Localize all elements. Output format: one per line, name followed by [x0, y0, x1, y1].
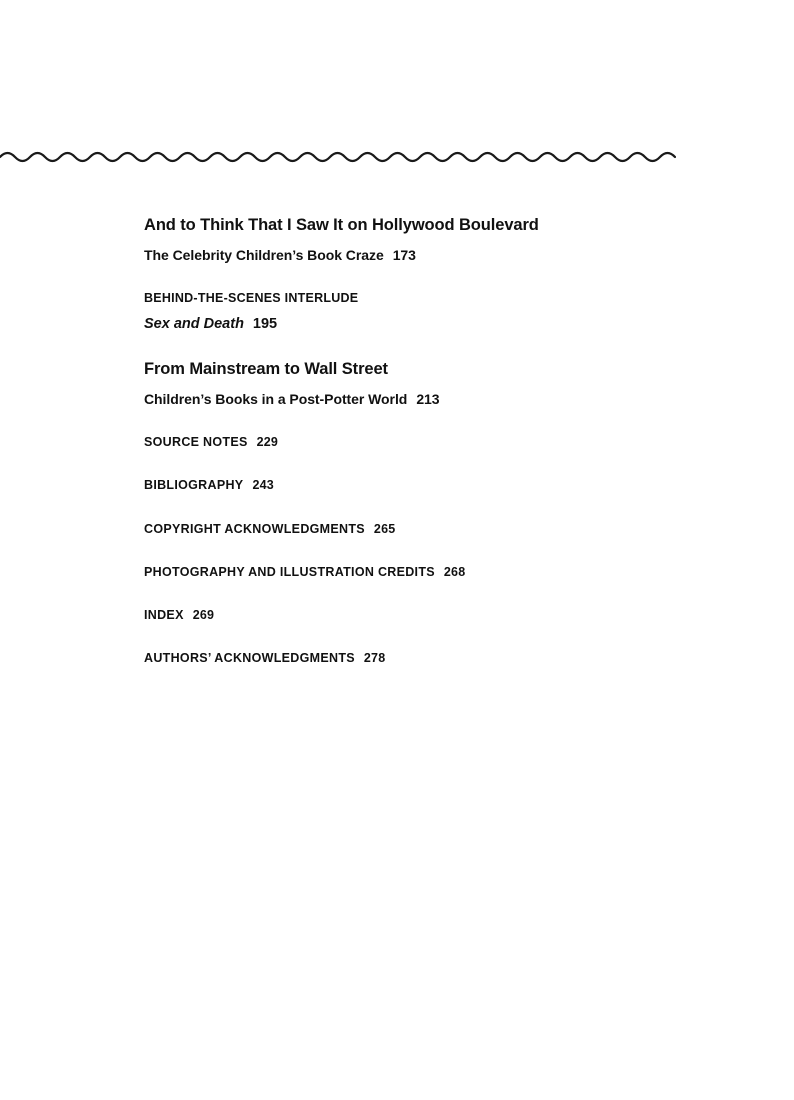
- toc-entry-page-number: 229: [256, 435, 279, 449]
- toc-entry-page-number: 213: [416, 390, 440, 407]
- toc-entry[interactable]: [144, 521, 704, 564]
- toc-entry[interactable]: [144, 434, 704, 477]
- toc-entry-label: BIBLIOGRAPHY: [144, 478, 244, 493]
- toc-entry-page-number: 265: [373, 521, 396, 536]
- toc-entry[interactable]: [144, 290, 704, 359]
- toc-entry-subtitle: The Celebrity Children’s Book Craze: [144, 246, 384, 263]
- toc-entry-subline: [144, 246, 704, 264]
- toc-entry-title: From Mainstream to Wall Street: [144, 360, 388, 379]
- wavy-rule-decoration: [0, 143, 676, 171]
- toc-entry-page-number: 278: [363, 651, 386, 666]
- toc-entry-subline: [144, 390, 704, 408]
- toc-entry[interactable]: [144, 607, 704, 650]
- toc-entry-label: AUTHORS’ ACKNOWLEDGMENTS: [144, 651, 355, 666]
- toc-entry-subtitle: Sex and Death: [144, 316, 244, 333]
- toc-entry-subline: [144, 315, 704, 334]
- toc-entry[interactable]: [144, 359, 704, 434]
- toc-entry-label: COPYRIGHT ACKNOWLEDGMENTS: [144, 521, 365, 536]
- toc-entry-page-number: 268: [443, 564, 466, 579]
- toc-entry-label: INDEX: [144, 608, 184, 622]
- toc-entry[interactable]: [144, 650, 704, 693]
- toc-entry[interactable]: [144, 477, 704, 520]
- toc-entry-page-number: 173: [392, 246, 416, 263]
- toc-entry[interactable]: [144, 215, 704, 290]
- toc-entry-page-number: 195: [252, 316, 278, 333]
- toc-entry-subtitle: Children’s Books in a Post-Potter World: [144, 390, 408, 407]
- table-of-contents: [144, 215, 704, 694]
- toc-entry-kicker: BEHIND-THE-SCENES INTERLUDE: [144, 290, 359, 305]
- toc-entry-label: PHOTOGRAPHY AND ILLUSTRATION CREDITS: [144, 564, 435, 579]
- toc-entry-page-number: 269: [192, 608, 215, 622]
- toc-entry-page-number: 243: [252, 478, 274, 493]
- toc-entry-title: And to Think That I Saw It on Hollywood Boulevard: [144, 216, 539, 234]
- toc-entry-label: SOURCE NOTES: [144, 435, 248, 449]
- toc-entry[interactable]: [144, 564, 704, 607]
